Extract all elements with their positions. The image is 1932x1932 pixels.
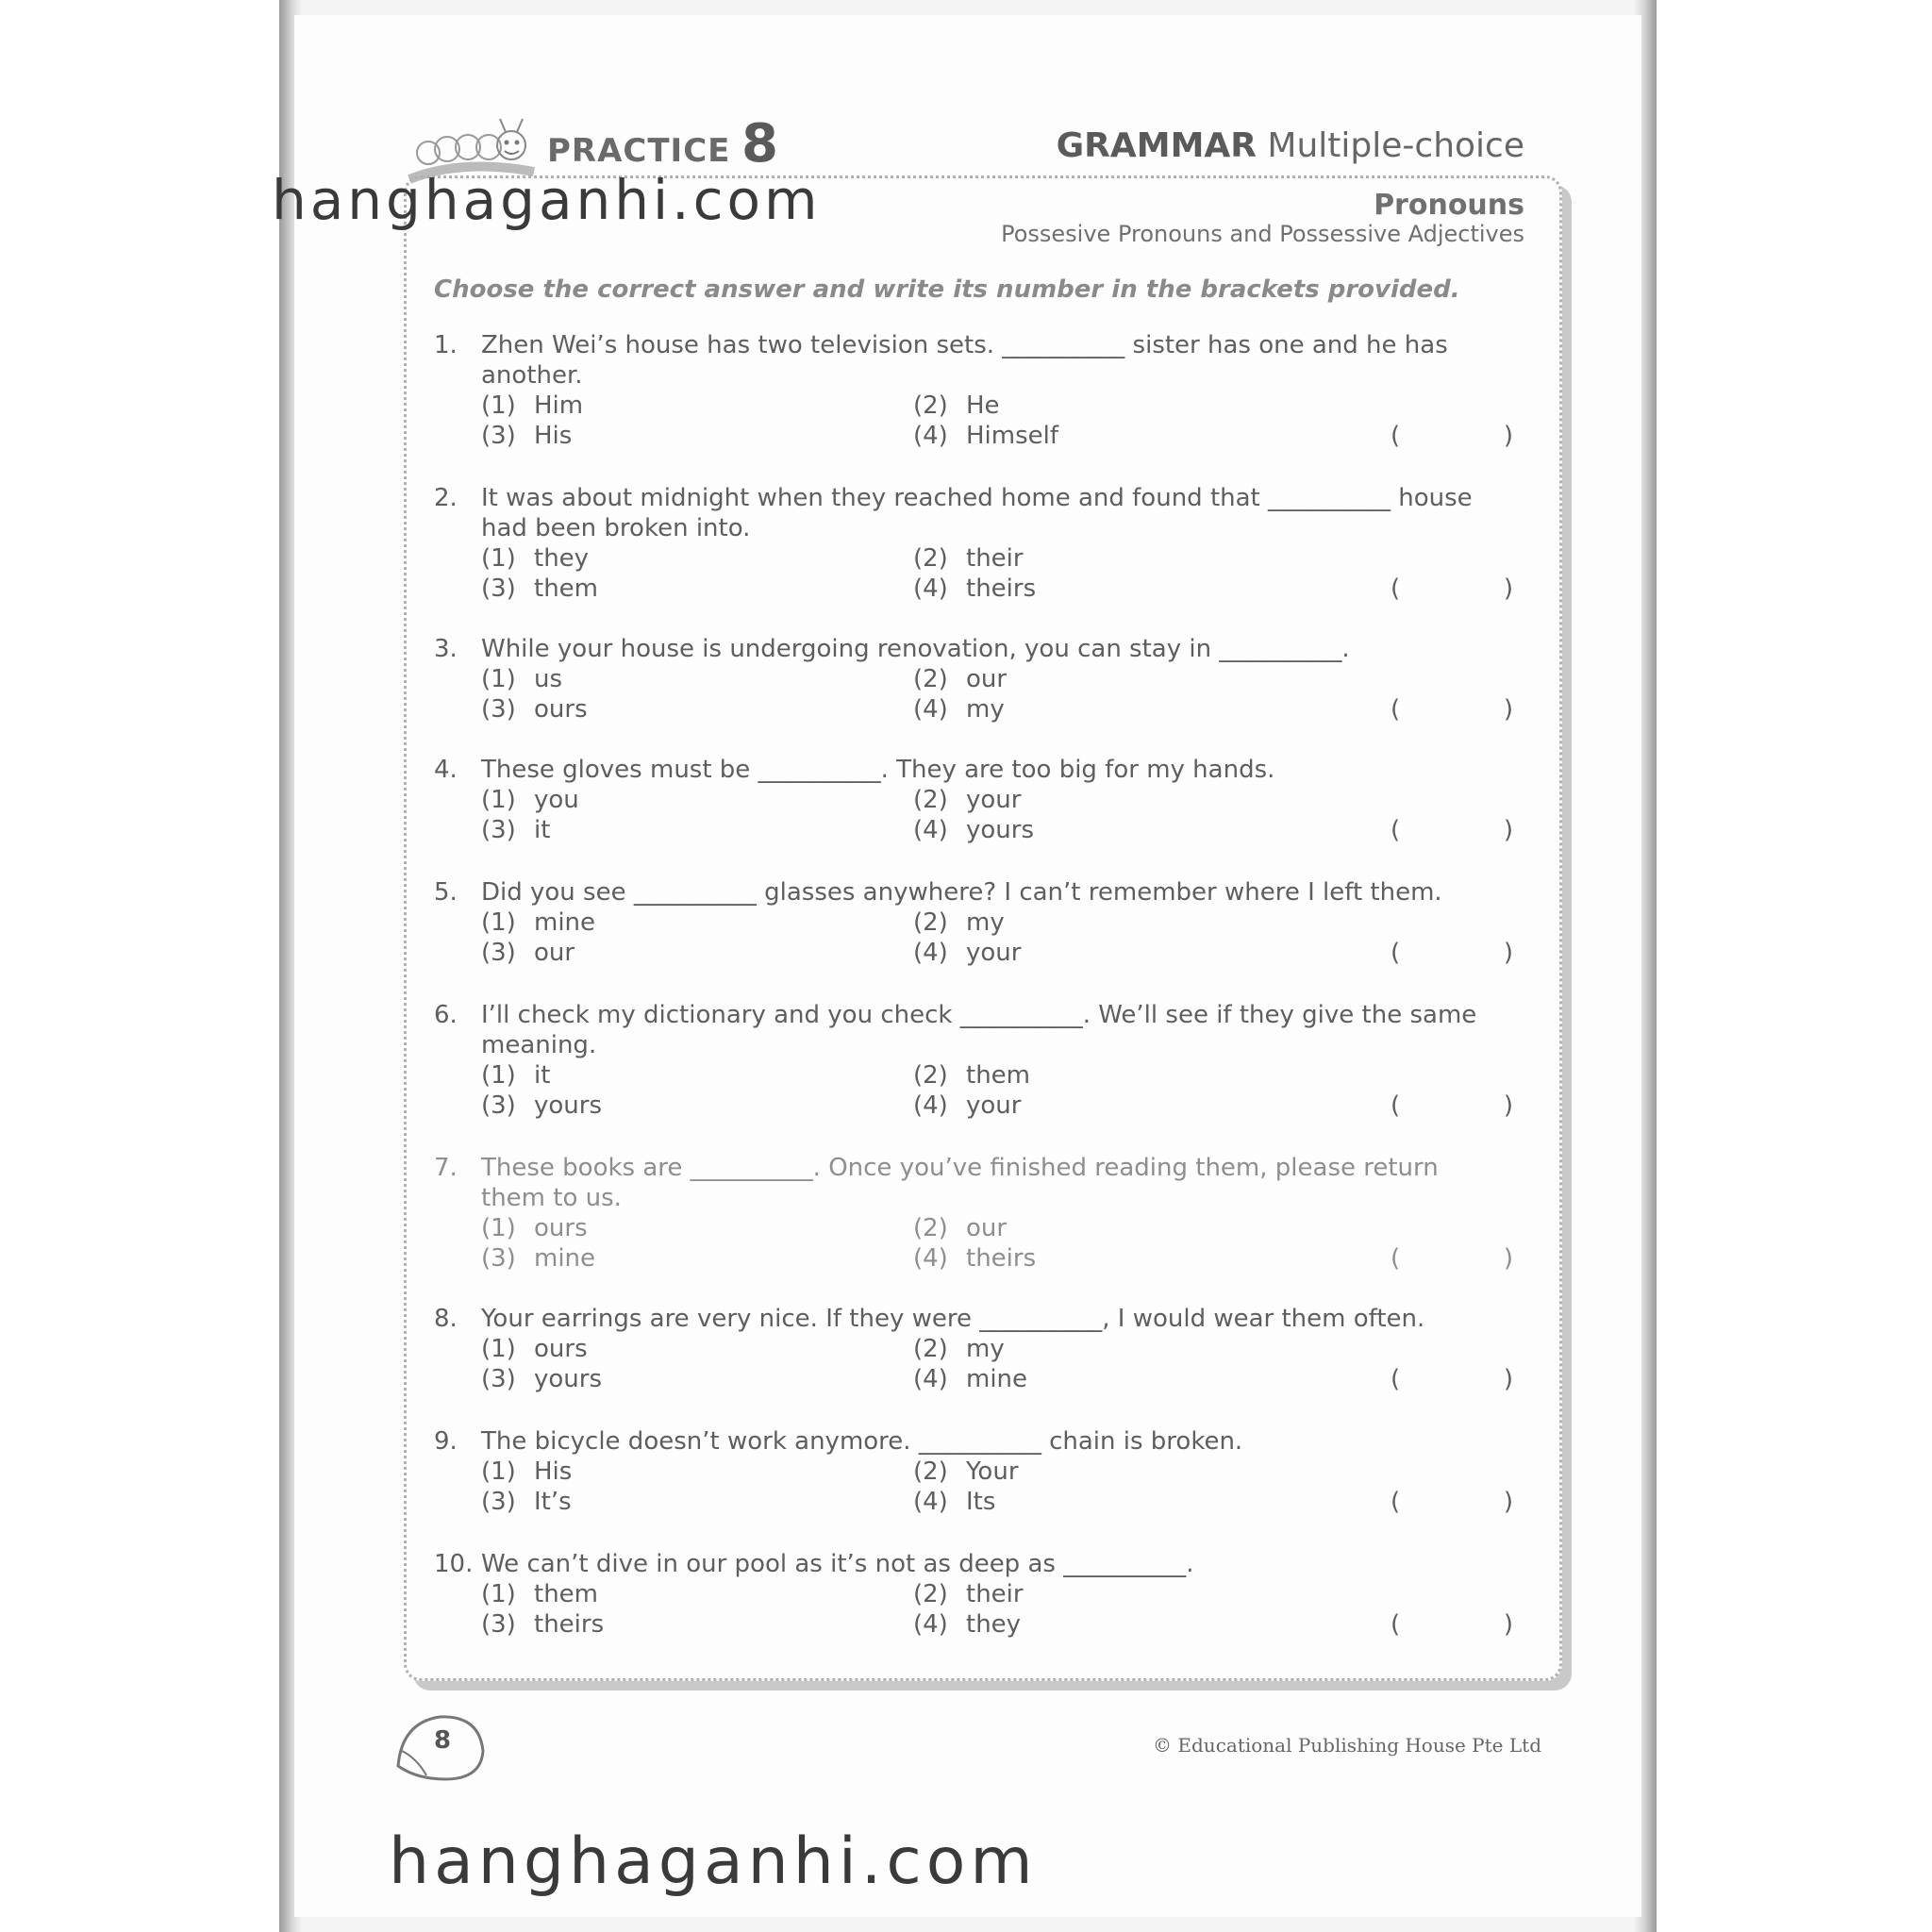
option-label: (2) — [913, 908, 948, 937]
question-number: 6. — [434, 1001, 458, 1029]
option-text: It’s — [534, 1488, 572, 1516]
option-text: ours — [534, 1214, 588, 1242]
option-label: (2) — [913, 1214, 948, 1242]
bracket-open: ( — [1391, 422, 1401, 450]
option-text: your — [966, 1091, 1022, 1120]
instruction-text: Choose the correct answer and write its number in the brackets provided. — [434, 275, 1460, 304]
question-number: 7. — [434, 1154, 458, 1182]
answer-brackets[interactable] — [1391, 694, 1513, 724]
option-text: His — [534, 422, 573, 450]
option-label: (2) — [913, 1061, 948, 1090]
answer-brackets[interactable] — [1391, 938, 1513, 968]
option-text: mine — [966, 1365, 1028, 1393]
option-label: (2) — [913, 665, 948, 693]
option-2 — [913, 1579, 1024, 1609]
option-3 — [481, 815, 550, 845]
option-label: (4) — [913, 695, 948, 724]
option-text: yours — [534, 1091, 603, 1120]
option-label: (3) — [481, 1610, 516, 1639]
option-label: (3) — [481, 695, 516, 724]
option-label: (1) — [481, 665, 516, 693]
bracket-open: ( — [1391, 939, 1401, 967]
bracket-close: ) — [1503, 1610, 1513, 1639]
worksheet-page — [294, 15, 1641, 1917]
option-text: my — [966, 695, 1005, 724]
question-text: These books are __________. Once you’ve finished reading them, please return them to us. — [481, 1154, 1439, 1212]
option-3 — [481, 574, 598, 604]
option-label: (1) — [481, 1061, 516, 1090]
option-1 — [481, 1457, 572, 1487]
question-number: 2. — [434, 484, 458, 512]
question-text: We can’t dive in our pool as it’s not as deep as __________. — [481, 1550, 1194, 1578]
option-text: theirs — [966, 575, 1037, 603]
bracket-close: ) — [1503, 1091, 1513, 1120]
option-3 — [481, 1487, 572, 1517]
question-text: Zhen Wei’s house has two television sets. __________ sister has one and he has another. — [481, 331, 1448, 390]
option-text: yours — [534, 1365, 603, 1393]
option-4 — [913, 574, 1036, 604]
bracket-open: ( — [1391, 695, 1401, 724]
question-text: Your earrings are very nice. If they were __________, I would wear them often. — [481, 1305, 1425, 1333]
option-label: (2) — [913, 786, 948, 814]
option-text: it — [534, 1061, 551, 1090]
option-4 — [913, 694, 1005, 724]
option-1 — [481, 1334, 588, 1364]
option-text: our — [966, 665, 1008, 693]
option-text: yours — [966, 816, 1035, 844]
answer-brackets[interactable] — [1391, 1487, 1513, 1517]
bracket-close: ) — [1503, 1244, 1513, 1273]
option-text: Himself — [966, 422, 1059, 450]
option-text: them — [966, 1061, 1030, 1090]
answer-brackets[interactable] — [1391, 421, 1513, 451]
option-label: (2) — [913, 1580, 948, 1608]
option-3 — [481, 1609, 604, 1640]
option-label: (1) — [481, 1214, 516, 1242]
question-text: These gloves must be __________. They are too big for my hands. — [481, 756, 1275, 784]
answer-brackets[interactable] — [1391, 1364, 1513, 1394]
option-1 — [481, 1060, 550, 1091]
option-label: (4) — [913, 1244, 948, 1273]
option-3 — [481, 938, 575, 968]
option-label: (3) — [481, 816, 516, 844]
option-text: their — [966, 544, 1024, 573]
watermark-top: hanghaganhi.com — [272, 168, 822, 232]
option-2 — [913, 1213, 1007, 1243]
watermark-bottom: hanghaganhi.com — [389, 1824, 1038, 1899]
bracket-close: ) — [1503, 1488, 1513, 1516]
question-number: 8. — [434, 1305, 458, 1333]
option-text: our — [534, 939, 575, 967]
option-text: their — [966, 1580, 1024, 1608]
answer-brackets[interactable] — [1391, 1091, 1513, 1121]
option-text: they — [534, 544, 590, 573]
option-label: (4) — [913, 1488, 948, 1516]
option-text: His — [534, 1457, 573, 1486]
option-label: (1) — [481, 1457, 516, 1486]
option-label: (1) — [481, 544, 516, 573]
option-text: you — [534, 786, 579, 814]
option-label: (2) — [913, 544, 948, 573]
option-2 — [913, 543, 1024, 574]
question-text: The bicycle doesn’t work anymore. __________ chain is broken. — [481, 1427, 1243, 1456]
question-text: Did you see __________ glasses anywhere? I can’t remember where I left them. — [481, 878, 1442, 907]
topic-title: Pronouns — [1374, 189, 1524, 222]
option-label: (3) — [481, 1244, 516, 1273]
section-title — [1057, 126, 1524, 165]
bracket-open: ( — [1391, 1488, 1401, 1516]
question-text: While your house is undergoing renovation, you can stay in __________. — [481, 635, 1350, 663]
bracket-close: ) — [1503, 422, 1513, 450]
practice-label: PRACTICE — [547, 132, 731, 170]
option-label: (1) — [481, 786, 516, 814]
option-label: (2) — [913, 1335, 948, 1363]
option-label: (4) — [913, 575, 948, 603]
option-label: (4) — [913, 816, 948, 844]
option-text: us — [534, 665, 563, 693]
answer-brackets[interactable] — [1391, 1609, 1513, 1640]
option-2 — [913, 1334, 1005, 1364]
question-number: 10. — [434, 1550, 474, 1578]
section-title-bold: GRAMMAR — [1056, 126, 1257, 165]
option-text: theirs — [534, 1610, 605, 1639]
option-text: your — [966, 786, 1022, 814]
bracket-close: ) — [1503, 939, 1513, 967]
option-1 — [481, 908, 595, 938]
option-label: (4) — [913, 1610, 948, 1639]
option-text: Your — [966, 1457, 1019, 1486]
option-1 — [481, 664, 562, 694]
option-4 — [913, 1091, 1021, 1121]
question-number: 1. — [434, 331, 458, 359]
practice-number: 8 — [741, 113, 778, 175]
option-text: mine — [534, 1244, 596, 1273]
option-label: (1) — [481, 908, 516, 937]
option-3 — [481, 421, 572, 451]
option-text: our — [966, 1214, 1008, 1242]
option-text: ours — [534, 695, 588, 724]
subtopic-title: Possesive Pronouns and Possessive Adjectives — [1001, 221, 1524, 247]
option-4 — [913, 1243, 1036, 1274]
bracket-close: ) — [1503, 816, 1513, 844]
option-label: (3) — [481, 575, 516, 603]
option-text: it — [534, 816, 551, 844]
option-text: theirs — [966, 1244, 1037, 1273]
bracket-close: ) — [1503, 1365, 1513, 1393]
option-label: (1) — [481, 391, 516, 420]
option-3 — [481, 1091, 602, 1121]
option-1 — [481, 1579, 598, 1609]
option-1 — [481, 1213, 588, 1243]
option-3 — [481, 1364, 602, 1394]
question-text: I’ll check my dictionary and you check __________. We’ll see if they give the same meaning. — [481, 1001, 1477, 1059]
option-label: (3) — [481, 1091, 516, 1120]
copyright-text: © Educational Publishing House Pte Ltd — [1153, 1734, 1541, 1757]
option-label: (4) — [913, 939, 948, 967]
option-text: Its — [966, 1488, 996, 1516]
option-label: (4) — [913, 1091, 948, 1120]
option-3 — [481, 694, 588, 724]
option-1 — [481, 543, 589, 574]
question-number: 9. — [434, 1427, 458, 1456]
answer-brackets[interactable] — [1391, 1243, 1513, 1274]
bracket-open: ( — [1391, 1610, 1401, 1639]
bracket-open: ( — [1391, 816, 1401, 844]
option-text: my — [966, 908, 1005, 937]
option-2 — [913, 1060, 1030, 1091]
page-number: 8 — [434, 1726, 452, 1755]
question-number: 3. — [434, 635, 458, 663]
bracket-open: ( — [1391, 1091, 1401, 1120]
option-label: (1) — [481, 1580, 516, 1608]
option-text: mine — [534, 908, 596, 937]
option-label: (3) — [481, 939, 516, 967]
option-text: them — [534, 1580, 598, 1608]
bracket-open: ( — [1391, 1244, 1401, 1273]
bracket-close: ) — [1503, 575, 1513, 603]
option-text: them — [534, 575, 598, 603]
option-2 — [913, 1457, 1019, 1487]
option-text: Him — [534, 391, 584, 420]
option-label: (3) — [481, 422, 516, 450]
option-text: my — [966, 1335, 1005, 1363]
question-text: It was about midnight when they reached home and found that __________ house had been broken into. — [481, 484, 1473, 542]
option-1 — [481, 391, 583, 421]
question-number: 5. — [434, 878, 458, 907]
option-text: your — [966, 939, 1022, 967]
option-4 — [913, 1609, 1021, 1640]
option-label: (2) — [913, 1457, 948, 1486]
option-text: He — [966, 391, 1000, 420]
option-2 — [913, 664, 1007, 694]
answer-brackets[interactable] — [1391, 574, 1513, 604]
option-4 — [913, 938, 1021, 968]
section-title-rest: Multiple-choice — [1256, 126, 1524, 165]
option-label: (1) — [481, 1335, 516, 1363]
option-4 — [913, 1487, 995, 1517]
option-4 — [913, 1364, 1027, 1394]
option-label: (4) — [913, 422, 948, 450]
option-3 — [481, 1243, 595, 1274]
option-2 — [913, 391, 1000, 421]
option-label: (2) — [913, 391, 948, 420]
option-label: (4) — [913, 1365, 948, 1393]
option-2 — [913, 785, 1021, 815]
option-label: (3) — [481, 1365, 516, 1393]
option-4 — [913, 815, 1034, 845]
option-4 — [913, 421, 1058, 451]
bracket-close: ) — [1503, 695, 1513, 724]
bracket-open: ( — [1391, 575, 1401, 603]
option-text: they — [966, 1610, 1022, 1639]
bracket-open: ( — [1391, 1365, 1401, 1393]
option-1 — [481, 785, 579, 815]
option-label: (3) — [481, 1488, 516, 1516]
question-number: 4. — [434, 756, 458, 784]
answer-brackets[interactable] — [1391, 815, 1513, 845]
option-2 — [913, 908, 1005, 938]
option-text: ours — [534, 1335, 588, 1363]
